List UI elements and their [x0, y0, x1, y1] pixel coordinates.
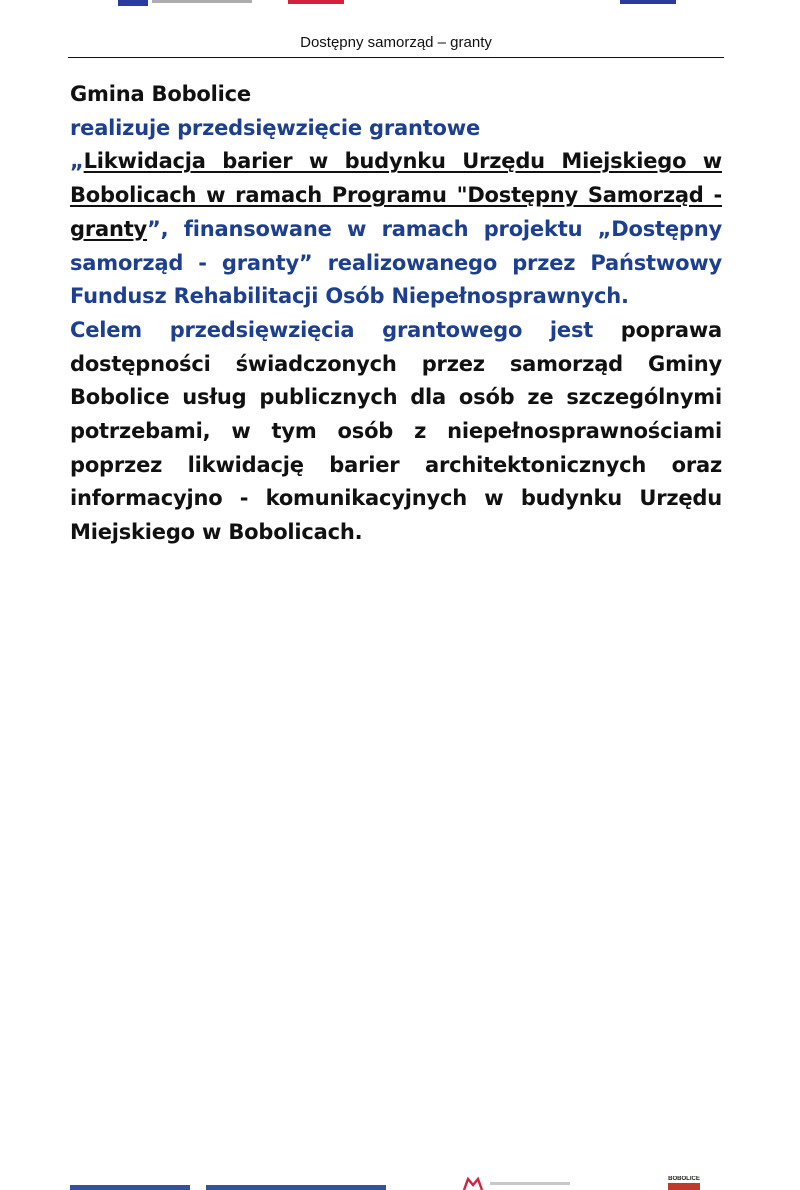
bobolice-logo-label: BOBOLICE	[668, 1176, 700, 1182]
footer-contact-text	[70, 1181, 430, 1190]
goal-text: poprawa dostępności świadczonych przez samorząd Gminy Bobolice usług publicznych dla osób ze szczególnymi potrzebami, w tym osób z niepełnosprawnościami poprzez likwidację barier architektonicznych oraz informacyjno - komunikacyjnych w budynku Urzędu Miejskiego w Bobolicach.	[70, 317, 722, 545]
project-paragraph	[70, 145, 722, 314]
open-quote: „	[70, 149, 84, 174]
project-title: Likwidacja barier w budynku Urzędu Miejskiego w Bobolicach w ramach Programu "Dostępny Samorząd - granty	[70, 149, 722, 241]
bobolice-crest-icon	[668, 1183, 700, 1190]
pfron-logo-text-mark	[490, 1182, 570, 1185]
goal-paragraph	[70, 314, 722, 550]
intro-line: realizuje przedsięwzięcie grantowe	[70, 115, 481, 140]
municipality-name: Gmina Bobolice	[70, 82, 251, 106]
eu-flag-icon	[118, 0, 148, 6]
eu-logo-icon	[620, 0, 676, 4]
pfron-logo	[462, 1176, 572, 1190]
announcement-body	[70, 78, 722, 550]
funds-logo	[118, 0, 252, 6]
page-header-title: Dostępny samorząd – granty	[300, 34, 492, 51]
goal-lead: Celem przedsięwzięcia grantowego jest	[70, 317, 594, 342]
header-divider	[68, 57, 724, 58]
top-logo-strip	[0, 0, 800, 8]
footer-text-fragment-2	[206, 1185, 386, 1190]
poland-flag-icon	[288, 0, 344, 4]
close-quote: ”	[147, 216, 161, 241]
bobolice-logo	[662, 1176, 706, 1190]
footer-text-fragment-1	[70, 1185, 190, 1190]
footer-strip	[0, 590, 800, 1182]
financing-text: , finansowane w ramach projektu „Dostępny samorząd - granty” realizowanego przez Państwowy Fundusz Rehabilitacji Osób Niepełnosprawnych.	[70, 216, 722, 309]
funds-logo-text-mark	[152, 0, 252, 3]
pfron-mark-icon	[462, 1176, 484, 1190]
